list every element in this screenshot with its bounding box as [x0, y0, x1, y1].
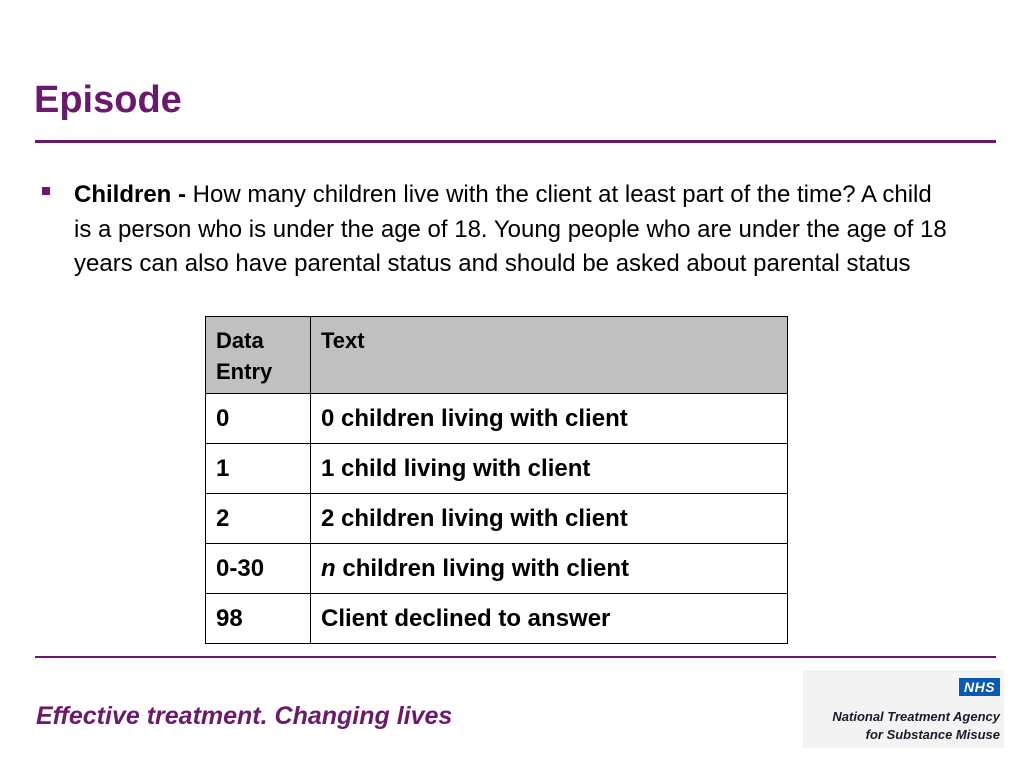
cell-text: 1 child living with client [311, 444, 788, 494]
agency-name-line1: National Treatment Agency [832, 709, 1000, 724]
table-row [206, 444, 788, 494]
agency-name-line2: for Substance Misuse [865, 727, 1000, 742]
data-entry-table [205, 316, 788, 644]
table-row [206, 594, 788, 644]
table-row [206, 544, 788, 594]
footer-tagline: Effective treatment. Changing lives [36, 702, 453, 730]
cell-text-variable: n [321, 555, 336, 582]
footer-divider [35, 656, 996, 658]
cell-text: 2 children living with client [311, 494, 788, 544]
cell-text: Client declined to answer [311, 594, 788, 644]
cell-code: 0 [206, 394, 311, 444]
cell-code: 1 [206, 444, 311, 494]
table-header-row [206, 317, 788, 394]
cell-text [311, 544, 788, 594]
square-bullet-icon [42, 187, 50, 195]
bullet-description: How many children live with the client at least part of the time? A child is a person who is under the age of 18. Young people who are under the age of 18 years can also have parental status and should be asked about parental status [74, 181, 947, 277]
header-text: Text [311, 317, 788, 394]
table-row [206, 494, 788, 544]
agency-name [805, 708, 1000, 744]
nhs-logo-icon: NHS [959, 678, 1000, 696]
slide-title: Episode [34, 79, 182, 121]
header-data-entry: Data Entry [206, 317, 311, 394]
bullet-text [74, 178, 954, 282]
cell-code: 2 [206, 494, 311, 544]
title-divider [35, 140, 996, 143]
table-row [206, 394, 788, 444]
cell-text: 0 children living with client [311, 394, 788, 444]
bullet-term: Children - [74, 181, 193, 208]
cell-code: 98 [206, 594, 311, 644]
agency-logo [803, 670, 1004, 748]
cell-code: 0-30 [206, 544, 311, 594]
cell-text-rest: children living with client [335, 555, 630, 582]
